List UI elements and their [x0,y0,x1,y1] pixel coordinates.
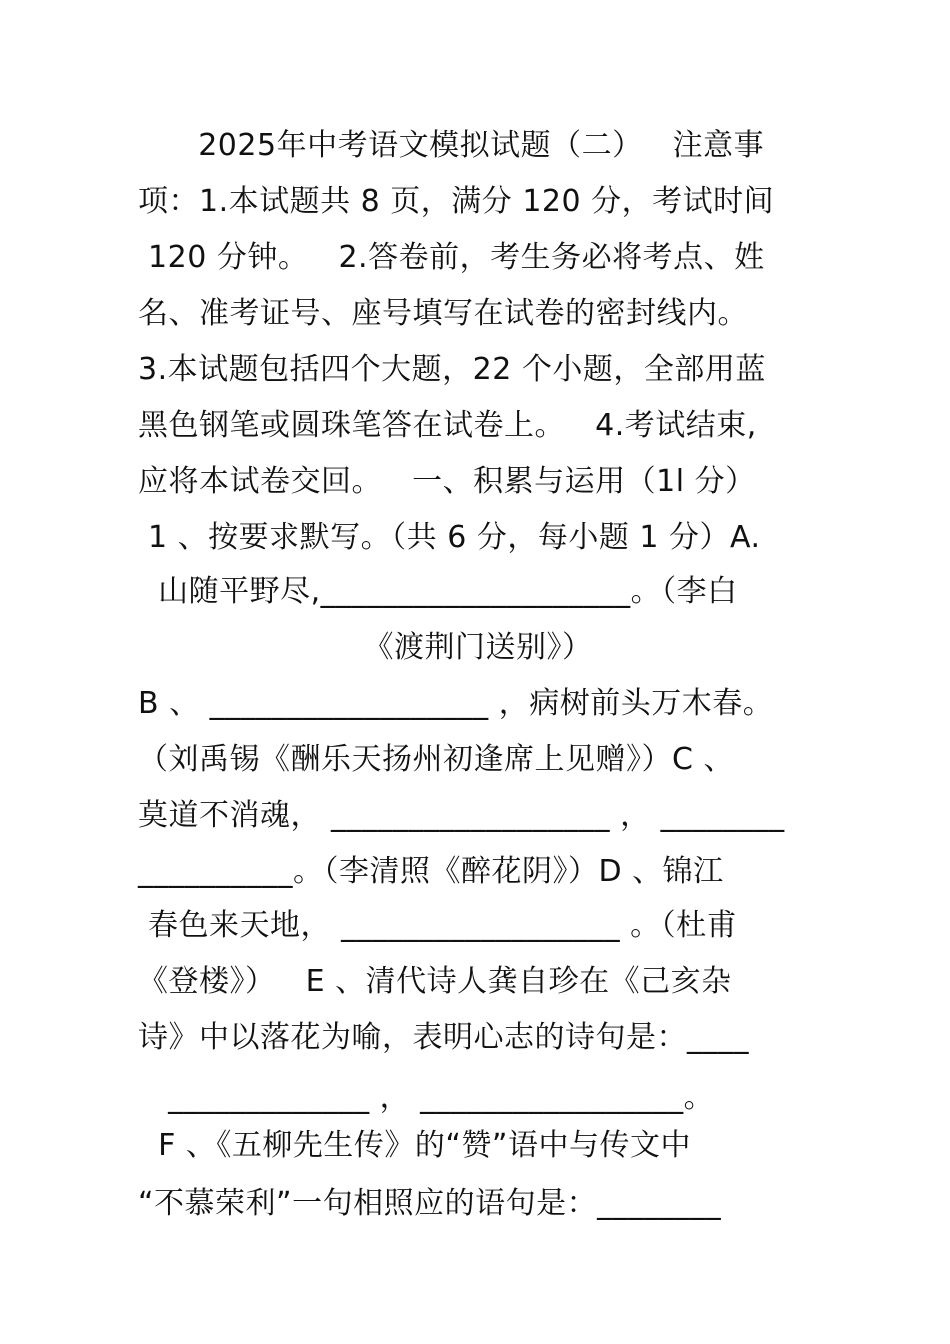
text-line-4: 名、准考证号、座号填写在试卷的密封线内。 [138,296,748,331]
text-line-6: 黑色钢笔或圆珠笔答在试卷上。 4.考试结束, [138,408,757,443]
text-line-2: 项：1.本试题共 8 页，满分 120 分，考试时间 [138,184,775,219]
text-line-18: _____________ ， _________________。 [138,1080,715,1115]
text-line-8: 1 、按要求默写。（共 6 分，每小题 1 分）A. [138,520,761,555]
text-line-14: __________。（李清照《醉花阴》）D 、锦江 [138,854,724,889]
text-line-10: 《渡荆门送别》） [363,630,593,665]
text-line-1: 2025年中考语文模拟试题（二） 注意事 [138,128,765,163]
text-line-15: 春色来天地， __________________ 。（杜甫 [138,908,738,943]
text-line-16: 《登楼》） E 、清代诗人龚自珍在《己亥杂 [138,964,732,999]
text-line-11: B 、 __________________ ，病树前头万木春。 [138,686,774,721]
text-line-5: 3.本试题包括四个大题，22 个小题，全部用蓝 [138,352,766,387]
text-line-3: 120 分钟。 2.答卷前，考生务必将考点、姓 [138,240,765,275]
text-line-20: “不慕荣利”一句相照应的语句是：________ [138,1186,722,1221]
text-line-19: F 、《五柳先生传》的“赞”语中与传文中 [138,1128,691,1163]
text-line-17: 诗》中以落花为喻，表明心志的诗句是：____ [138,1020,749,1055]
text-line-7: 应将本试卷交回。 一、积累与运用（1l 分） [138,464,756,499]
text-line-13: 莫道不消魂， __________________ ， ________ [138,798,785,833]
text-line-12: （刘禹锡《酬乐天扬州初逢席上见赠》）C 、 [138,742,734,777]
text-line-9: 山随平野尽,____________________。（李白 [138,574,738,609]
